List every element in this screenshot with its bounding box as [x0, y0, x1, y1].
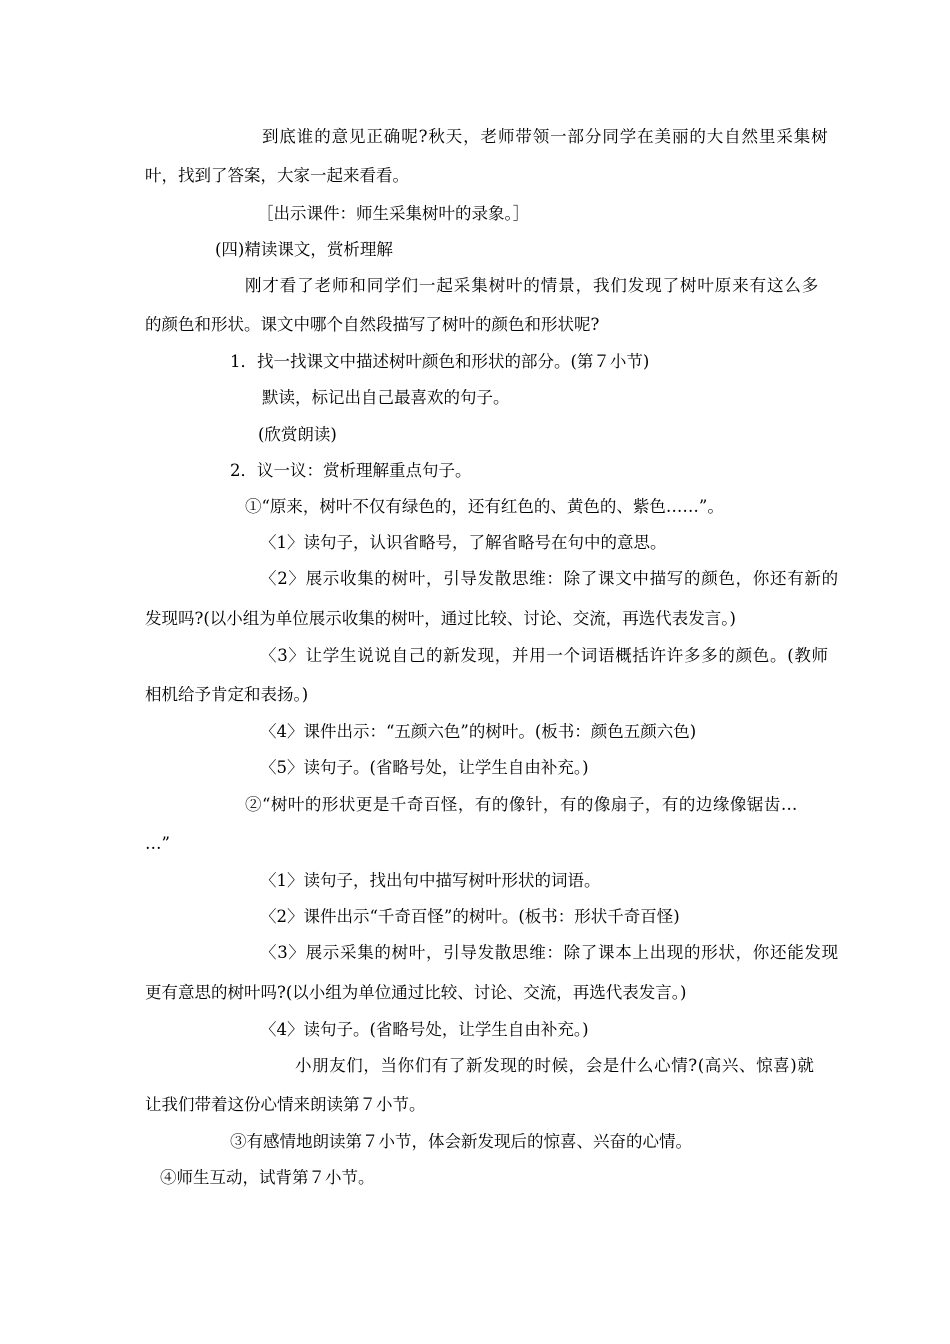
- step-line: 〈4〉读句子。(省略号处，让学生自由补充。): [260, 1020, 589, 1039]
- step-line: 〈1〉读句子，认识省略号，了解省略号在句中的意思。: [260, 533, 667, 552]
- paragraph-line: (欣赏朗读): [258, 425, 337, 444]
- paragraph-line: ④师生互动，试背第７小节。: [160, 1168, 375, 1187]
- paragraph-line: 到底谁的意见正确呢?秋天，老师带领一部分同学在美丽的大自然里采集树: [262, 127, 829, 146]
- quote-line: ②“树叶的形状更是千奇百怪，有的像针，有的像扇子，有的边缘像锯齿…: [245, 795, 798, 814]
- paragraph-line: 叶，找到了答案，大家一起来看看。: [145, 166, 409, 185]
- paragraph-line: 默读，标记出自己最喜欢的句子。: [262, 388, 510, 407]
- paragraph-line: ［出示课件：师生采集树叶的录象。］: [257, 204, 530, 223]
- quote-line: ①“原来，树叶不仅有绿色的，还有红色的、黄色的、紫色……”。: [245, 497, 724, 516]
- paragraph-line: 让我们带着这份心情来朗读第７小节。: [145, 1095, 426, 1114]
- paragraph-line: 更有意思的树叶吗?(以小组为单位通过比较、讨论、交流，再选代表发言。): [145, 983, 687, 1002]
- step-line: 〈2〉展示收集的树叶，引导发散思维：除了课文中描写的颜色，你还有新的: [260, 569, 839, 588]
- paragraph-line: 小朋友们，当你们有了新发现的时候，会是什么心情?(高兴、惊喜)就: [295, 1056, 815, 1075]
- paragraph-line: ③有感情地朗读第７小节，体会新发现后的惊喜、兴奋的心情。: [230, 1132, 692, 1151]
- step-line: 〈2〉课件出示“千奇百怪”的树叶。(板书：形状千奇百怪): [260, 907, 680, 926]
- step-line: 〈1〉读句子，找出句中描写树叶形状的词语。: [260, 871, 601, 890]
- step-line: 〈5〉读句子。(省略号处，让学生自由补充。): [260, 758, 589, 777]
- step-line: 〈3〉展示采集的树叶，引导发散思维：除了课本上出现的形状，你还能发现: [260, 943, 839, 962]
- paragraph-line: 发现吗?(以小组为单位展示收集的树叶，通过比较、讨论、交流，再选代表发言。): [145, 609, 736, 628]
- section-heading: (四)精读课文，赏析理解: [215, 240, 393, 259]
- list-item: 1．找一找课文中描述树叶颜色和形状的部分。(第７小节): [230, 352, 650, 371]
- step-line: 〈3〉让学生说说自己的新发现，并用一个词语概括许许多多的颜色。(教师: [260, 646, 829, 665]
- paragraph-line: 刚才看了老师和同学们一起采集树叶的情景，我们发现了树叶原来有这么多: [245, 276, 820, 295]
- paragraph-line: …”: [145, 834, 170, 853]
- paragraph-line: 相机给予肯定和表扬。): [145, 685, 309, 704]
- step-line: 〈4〉课件出示：“五颜六色”的树叶。(板书：颜色五颜六色): [260, 722, 697, 741]
- list-item: 2．议一议：赏析理解重点句子。: [230, 461, 472, 480]
- paragraph-line: 的颜色和形状。课文中哪个自然段描写了树叶的颜色和形状呢?: [145, 315, 600, 334]
